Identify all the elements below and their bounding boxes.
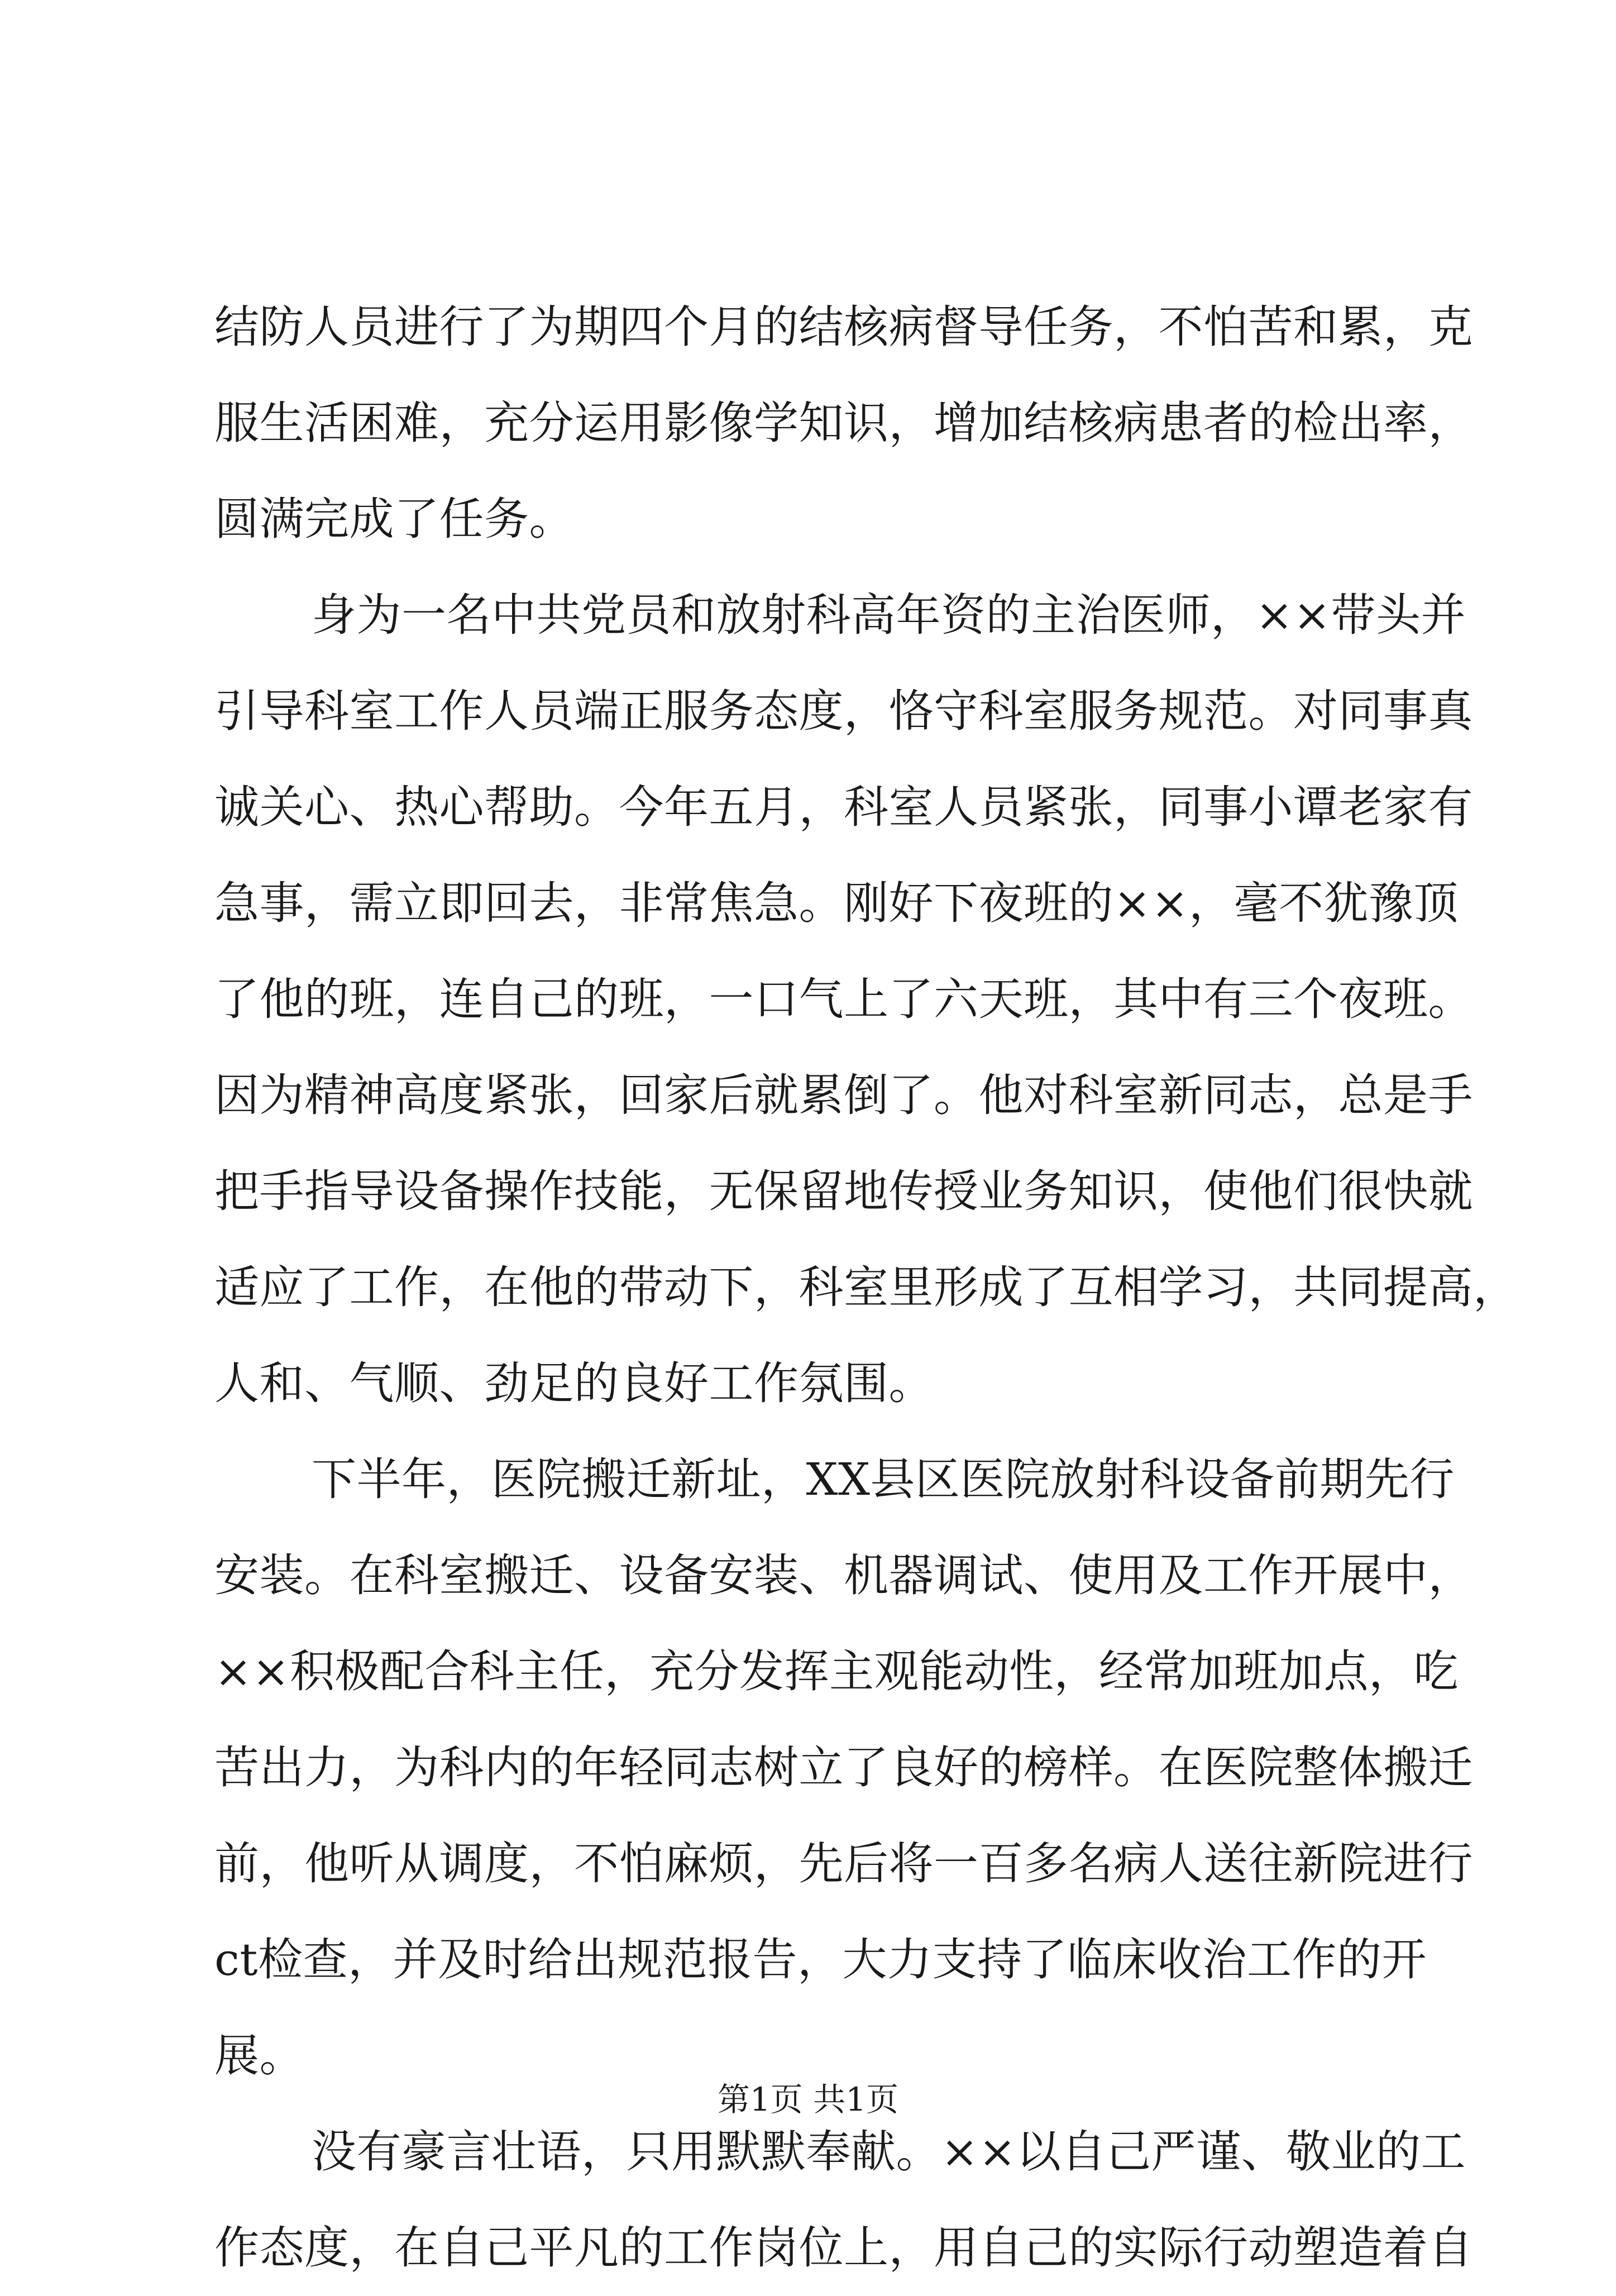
text-line: 圆满完成了任务。 (214, 493, 574, 545)
paragraph-first-line: 身为一名中共党员和放射科高年资的主治医师，××带头并 (312, 589, 1466, 641)
text-line: 前，他听从调度，不怕麻烦，先后将一百多名病人送往新院进行 (214, 1838, 1473, 1890)
text-line: 作态度，在自己平凡的工作岗位上，用自己的实际行动塑造着自 (214, 2222, 1473, 2274)
text-line: 诚关心、热心帮助。今年五月，科室人员紧张，同事小谭老家有 (214, 781, 1473, 833)
page-number-footer: 第1页 共1页 (717, 2080, 899, 2118)
text-line: ××积极配合科主任，充分发挥主观能动性，经常加班加点，吃 (214, 1646, 1459, 1697)
text-line: 展。 (214, 2030, 304, 2082)
text-line: ct检查，并及时给出规范报告，大力支持了临床收治工作的开 (214, 1934, 1427, 1986)
text-line: 服生活困难，充分运用影像学知识，增加结核病患者的检出率， (214, 397, 1473, 449)
paragraph-first-line: 下半年，医院搬迁新址，XX县区医院放射科设备前期先行 (312, 1453, 1455, 1505)
text-line: 结防人员进行了为期四个月的结核病督导任务，不怕苦和累，克 (214, 301, 1473, 353)
text-line: 急事，需立即回去，非常焦急。刚好下夜班的××，毫不犹豫顶 (214, 877, 1459, 929)
text-line: 因为精神高度紧张，回家后就累倒了。他对科室新同志，总是手 (214, 1069, 1473, 1121)
text-line: 把手指导设备操作技能，无保留地传授业务知识，使他们很快就 (214, 1165, 1473, 1217)
text-line: 引导科室工作人员端正服务态度，恪守科室服务规范。对同事真 (214, 685, 1473, 737)
text-line: 安装。在科室搬迁、设备安装、机器调试、使用及工作开展中， (214, 1549, 1473, 1601)
paragraph-first-line: 没有豪言壮语，只用默默奉献。××以自己严谨、敬业的工 (312, 2126, 1466, 2178)
text-line: 苦出力，为科内的年轻同志树立了良好的榜样。在医院整体搬迁 (214, 1742, 1473, 1793)
text-line: 了他的班，连自己的班，一口气上了六天班，其中有三个夜班。 (214, 973, 1473, 1025)
text-line: 人和、气顺、劲足的良好工作氛围。 (214, 1357, 934, 1409)
document-body (214, 279, 1518, 2296)
text-line: 适应了工作，在他的带动下，科室里形成了互相学习，共同提高， (214, 1261, 1518, 1313)
